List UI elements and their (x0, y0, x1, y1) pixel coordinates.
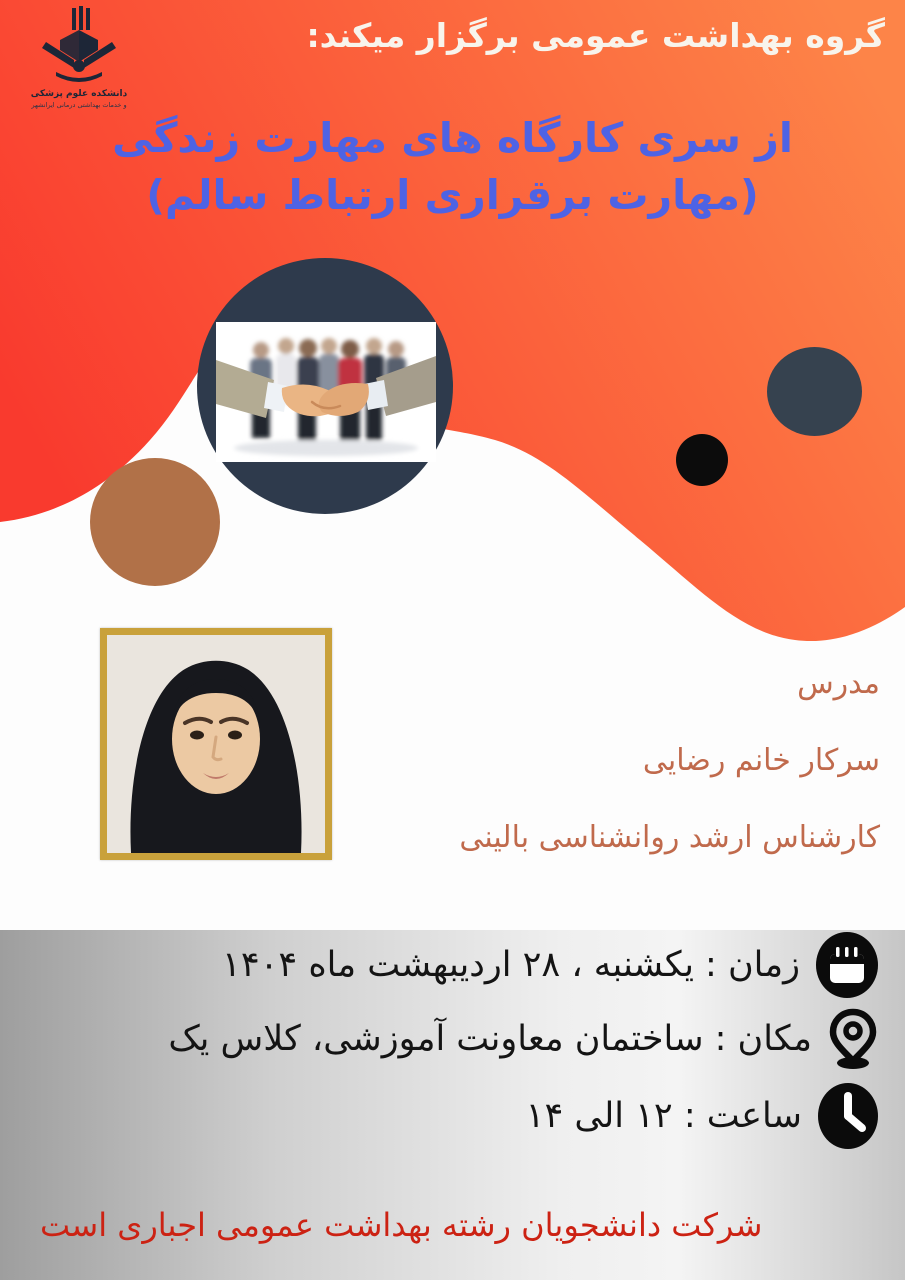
footer-note: شرکت دانشجویان رشته بهداشت عمومی اجباری است (40, 1206, 763, 1244)
location-pin-icon (826, 1008, 880, 1070)
poster-header: گروه بهداشت عمومی برگزار میکند: (306, 16, 885, 55)
instructor-label: مدرس (797, 666, 880, 701)
detail-time-text: زمان : یکشنبه ، ۲۸ اردیبهشت ماه ۱۴۰۴ (222, 945, 800, 985)
detail-row-location (168, 1008, 880, 1070)
detail-row-hour (526, 1082, 880, 1150)
instructor-block (459, 664, 880, 858)
logo-text-line1: دانشکده علوم پزشکی (30, 89, 128, 99)
calendar-icon (814, 932, 880, 998)
instructor-name: سرکار خانم رضایی (642, 743, 880, 778)
instructor-degree: کارشناس ارشد روانشناسی بالینی (459, 820, 880, 855)
detail-row-time (222, 932, 880, 998)
handshake-illustration (216, 322, 436, 462)
black-decor-circle (676, 434, 728, 486)
detail-location-text: مکان : ساختمان معاونت آموزشی، کلاس یک (168, 1019, 812, 1059)
instructor-portrait-illustration (107, 635, 325, 853)
workshop-title (55, 110, 850, 224)
handshake-photo (216, 322, 436, 462)
university-logo (14, 6, 144, 109)
workshop-title-line1: از سری کارگاه های مهارت زندگی (112, 114, 793, 162)
university-emblem-icon (36, 6, 122, 88)
logo-text-line2: و خدمات بهداشتی درمانی ایرانشهر (31, 101, 127, 109)
detail-hour-text: ساعت : ۱۲ الی ۱۴ (525, 1096, 802, 1136)
brown-decor-circle (90, 458, 220, 586)
workshop-title-line2: (مهارت برقراری ارتباط سالم) (146, 171, 759, 219)
clock-icon (816, 1082, 880, 1150)
slate-decor-circle (767, 347, 862, 436)
instructor-portrait (100, 628, 332, 860)
